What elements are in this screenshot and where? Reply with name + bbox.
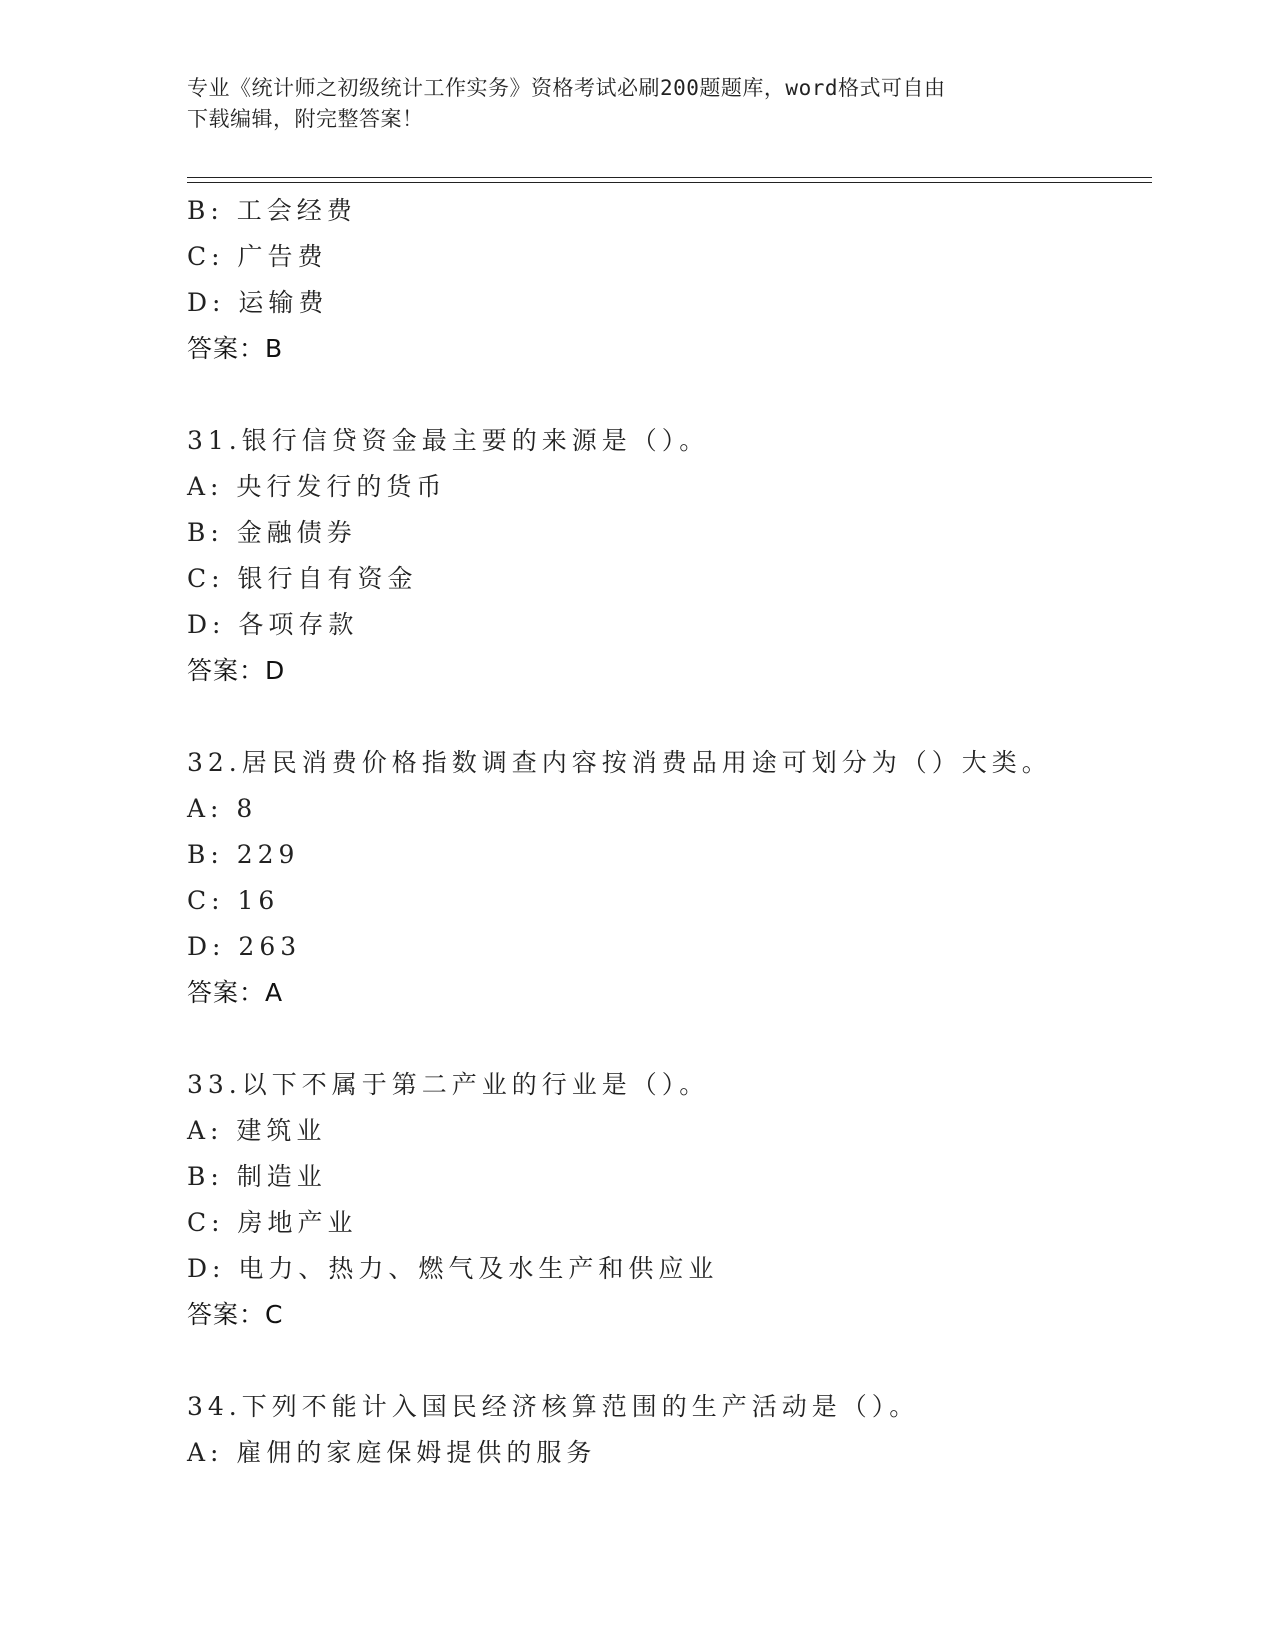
option-d: D: 263 bbox=[187, 932, 302, 961]
question-spacer bbox=[187, 372, 1152, 418]
question-spacer bbox=[187, 1016, 1152, 1062]
option-c: C: 银行自有资金 bbox=[187, 564, 418, 593]
question-34 bbox=[187, 1384, 1152, 1476]
question-stem: 32.居民消费价格指数调查内容按消费品用途可划分为（）大类。 bbox=[187, 748, 1052, 777]
header-divider-bottom bbox=[187, 182, 1152, 183]
question-spacer bbox=[187, 1338, 1152, 1384]
option-b: B: 229 bbox=[187, 840, 300, 869]
option-c: C: 16 bbox=[187, 886, 280, 915]
question-30-continued bbox=[187, 188, 1152, 372]
question-stem: 33.以下不属于第二产业的行业是（）。 bbox=[187, 1070, 710, 1099]
question-32 bbox=[187, 740, 1152, 1016]
question-31 bbox=[187, 418, 1152, 694]
question-33 bbox=[187, 1062, 1152, 1338]
header-divider-top bbox=[187, 177, 1152, 178]
option-b: B: 工会经费 bbox=[187, 196, 357, 225]
option-d: D: 电力、热力、燃气及水生产和供应业 bbox=[187, 1254, 719, 1283]
question-list bbox=[187, 188, 1152, 1476]
option-a: A: 8 bbox=[187, 794, 258, 823]
question-spacer bbox=[187, 694, 1152, 740]
answer-label: 答案：D bbox=[187, 656, 286, 685]
option-b: B: 制造业 bbox=[187, 1162, 327, 1191]
header-line-2: 下载编辑，附完整答案！ bbox=[187, 107, 424, 131]
answer-label: 答案：C bbox=[187, 1300, 284, 1329]
option-a: A: 雇佣的家庭保姆提供的服务 bbox=[187, 1438, 597, 1467]
option-c: C: 广告费 bbox=[187, 242, 328, 271]
answer-label: 答案：A bbox=[187, 978, 284, 1007]
option-b: B: 金融债券 bbox=[187, 518, 357, 547]
document-header bbox=[187, 73, 1067, 135]
option-d: D: 运输费 bbox=[187, 288, 329, 317]
option-c: C: 房地产业 bbox=[187, 1208, 358, 1237]
option-a: A: 央行发行的货币 bbox=[187, 472, 447, 501]
header-line-1: 专业《统计师之初级统计工作实务》资格考试必刷200题题库，word格式可自由 bbox=[187, 76, 946, 100]
question-stem: 31.银行信贷资金最主要的来源是（）。 bbox=[187, 426, 710, 455]
option-a: A: 建筑业 bbox=[187, 1116, 327, 1145]
option-d: D: 各项存款 bbox=[187, 610, 359, 639]
question-stem: 34.下列不能计入国民经济核算范围的生产活动是（）。 bbox=[187, 1392, 920, 1421]
answer-label: 答案：B bbox=[187, 334, 284, 363]
